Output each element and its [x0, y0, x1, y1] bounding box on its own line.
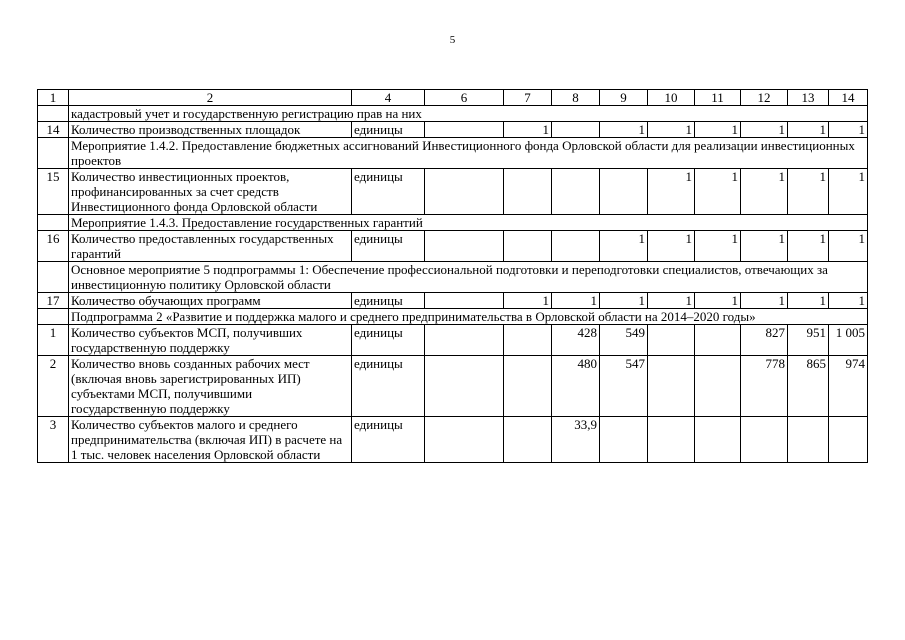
column-header: 11 — [695, 90, 741, 106]
header-row — [38, 90, 868, 106]
value-cell: 549 — [600, 325, 648, 356]
value-cell: 1 — [788, 231, 829, 262]
value-cell — [504, 325, 552, 356]
value-cell: 1 — [829, 293, 868, 309]
indicators-table — [37, 89, 868, 463]
value-cell: 865 — [788, 356, 829, 417]
value-cell — [695, 417, 741, 463]
value-cell — [600, 169, 648, 215]
section-row — [38, 215, 868, 231]
value-cell: 1 — [695, 169, 741, 215]
value-cell: 1 — [648, 293, 695, 309]
row-number: 14 — [38, 122, 69, 138]
value-cell: 1 — [695, 231, 741, 262]
indicator-name: Количество вновь созданных рабочих мест (включая вновь зарегистрированных ИП) субъектами МСП, получившими государственную поддержку — [69, 356, 352, 417]
row-number: 17 — [38, 293, 69, 309]
value-cell: 1 — [648, 231, 695, 262]
value-cell: 1 — [829, 122, 868, 138]
value-cell — [552, 122, 600, 138]
value-cell: 1 — [741, 231, 788, 262]
column-header: 8 — [552, 90, 600, 106]
row-number: 2 — [38, 356, 69, 417]
column-header: 6 — [425, 90, 504, 106]
table-row — [38, 231, 868, 262]
value-cell — [648, 417, 695, 463]
unit-cell: единицы — [352, 417, 425, 463]
value-cell: 1 — [741, 122, 788, 138]
value-cell — [648, 356, 695, 417]
value-cell: 1 — [552, 293, 600, 309]
value-cell: 1 — [600, 122, 648, 138]
page-number: 5 — [449, 34, 456, 46]
section-title: Мероприятие 1.4.3. Предоставление государственных гарантий — [69, 215, 868, 231]
column-header: 4 — [352, 90, 425, 106]
indicator-name: Количество обучающих программ — [69, 293, 352, 309]
value-cell — [552, 231, 600, 262]
unit-cell: единицы — [352, 356, 425, 417]
table-row — [38, 356, 868, 417]
value-cell: 1 — [741, 293, 788, 309]
section-title: Основное мероприятие 5 подпрограммы 1: Обеспечение профессиональной подготовки и переподготовки специалистов, отвечающих за инвестиционную политику Орловской области — [69, 262, 868, 293]
value-cell — [425, 293, 504, 309]
table-row — [38, 169, 868, 215]
value-cell — [425, 122, 504, 138]
column-header: 1 — [38, 90, 69, 106]
value-cell: 1 — [741, 169, 788, 215]
column-header: 12 — [741, 90, 788, 106]
value-cell: 1 — [788, 293, 829, 309]
value-cell — [600, 417, 648, 463]
unit-cell: единицы — [352, 231, 425, 262]
value-cell — [741, 417, 788, 463]
value-cell: 1 — [648, 122, 695, 138]
value-cell: 1 — [600, 293, 648, 309]
row-number: 1 — [38, 325, 69, 356]
unit-cell: единицы — [352, 325, 425, 356]
value-cell: 827 — [741, 325, 788, 356]
value-cell: 428 — [552, 325, 600, 356]
section-title: кадастровый учет и государственную регистрацию прав на них — [69, 106, 868, 122]
value-cell — [504, 169, 552, 215]
value-cell — [425, 231, 504, 262]
indicator-name: Количество предоставленных государственных гарантий — [69, 231, 352, 262]
table-row — [38, 417, 868, 463]
value-cell: 1 — [695, 122, 741, 138]
value-cell: 1 — [695, 293, 741, 309]
value-cell: 1 — [829, 231, 868, 262]
row-number: 3 — [38, 417, 69, 463]
section-title: Подпрограмма 2 «Развитие и поддержка малого и среднего предпринимательства в Орловской области на 2014–2020 годы» — [69, 309, 868, 325]
value-cell: 778 — [741, 356, 788, 417]
value-cell: 1 — [504, 122, 552, 138]
value-cell — [552, 169, 600, 215]
column-header: 13 — [788, 90, 829, 106]
value-cell: 1 — [788, 169, 829, 215]
value-cell — [425, 169, 504, 215]
table-row — [38, 122, 868, 138]
value-cell: 547 — [600, 356, 648, 417]
value-cell — [425, 325, 504, 356]
value-cell: 1 — [788, 122, 829, 138]
value-cell — [504, 417, 552, 463]
value-cell — [425, 356, 504, 417]
section-row — [38, 106, 868, 122]
value-cell: 33,9 — [552, 417, 600, 463]
indicator-name: Количество субъектов МСП, получивших государственную поддержку — [69, 325, 352, 356]
value-cell: 1 — [600, 231, 648, 262]
value-cell: 951 — [788, 325, 829, 356]
section-row — [38, 262, 868, 293]
value-cell — [504, 356, 552, 417]
value-cell: 1 — [504, 293, 552, 309]
value-cell — [829, 417, 868, 463]
section-row — [38, 309, 868, 325]
value-cell — [695, 356, 741, 417]
indicator-name: Количество инвестиционных проектов, профинансированных за счет средств Инвестиционного фонда Орловской области — [69, 169, 352, 215]
indicator-name: Количество субъектов малого и среднего предпринимательства (включая ИП) в расчете на 1 тыс. человек населения Орловской области — [69, 417, 352, 463]
section-row — [38, 138, 868, 169]
value-cell: 1 — [648, 169, 695, 215]
section-title: Мероприятие 1.4.2. Предоставление бюджетных ассигнований Инвестиционного фонда Орловской области для реализации инвестиционных проектов — [69, 138, 868, 169]
value-cell: 1 005 — [829, 325, 868, 356]
value-cell: 974 — [829, 356, 868, 417]
value-cell — [788, 417, 829, 463]
value-cell — [648, 325, 695, 356]
value-cell — [695, 325, 741, 356]
value-cell: 1 — [829, 169, 868, 215]
value-cell — [504, 231, 552, 262]
row-number: 15 — [38, 169, 69, 215]
row-number: 16 — [38, 231, 69, 262]
column-header: 2 — [69, 90, 352, 106]
value-cell — [425, 417, 504, 463]
value-cell: 480 — [552, 356, 600, 417]
column-header: 14 — [829, 90, 868, 106]
table-row — [38, 325, 868, 356]
column-header: 9 — [600, 90, 648, 106]
column-header: 10 — [648, 90, 695, 106]
unit-cell: единицы — [352, 293, 425, 309]
table-row — [38, 293, 868, 309]
indicator-name: Количество производственных площадок — [69, 122, 352, 138]
unit-cell: единицы — [352, 169, 425, 215]
unit-cell: единицы — [352, 122, 425, 138]
column-header: 7 — [504, 90, 552, 106]
